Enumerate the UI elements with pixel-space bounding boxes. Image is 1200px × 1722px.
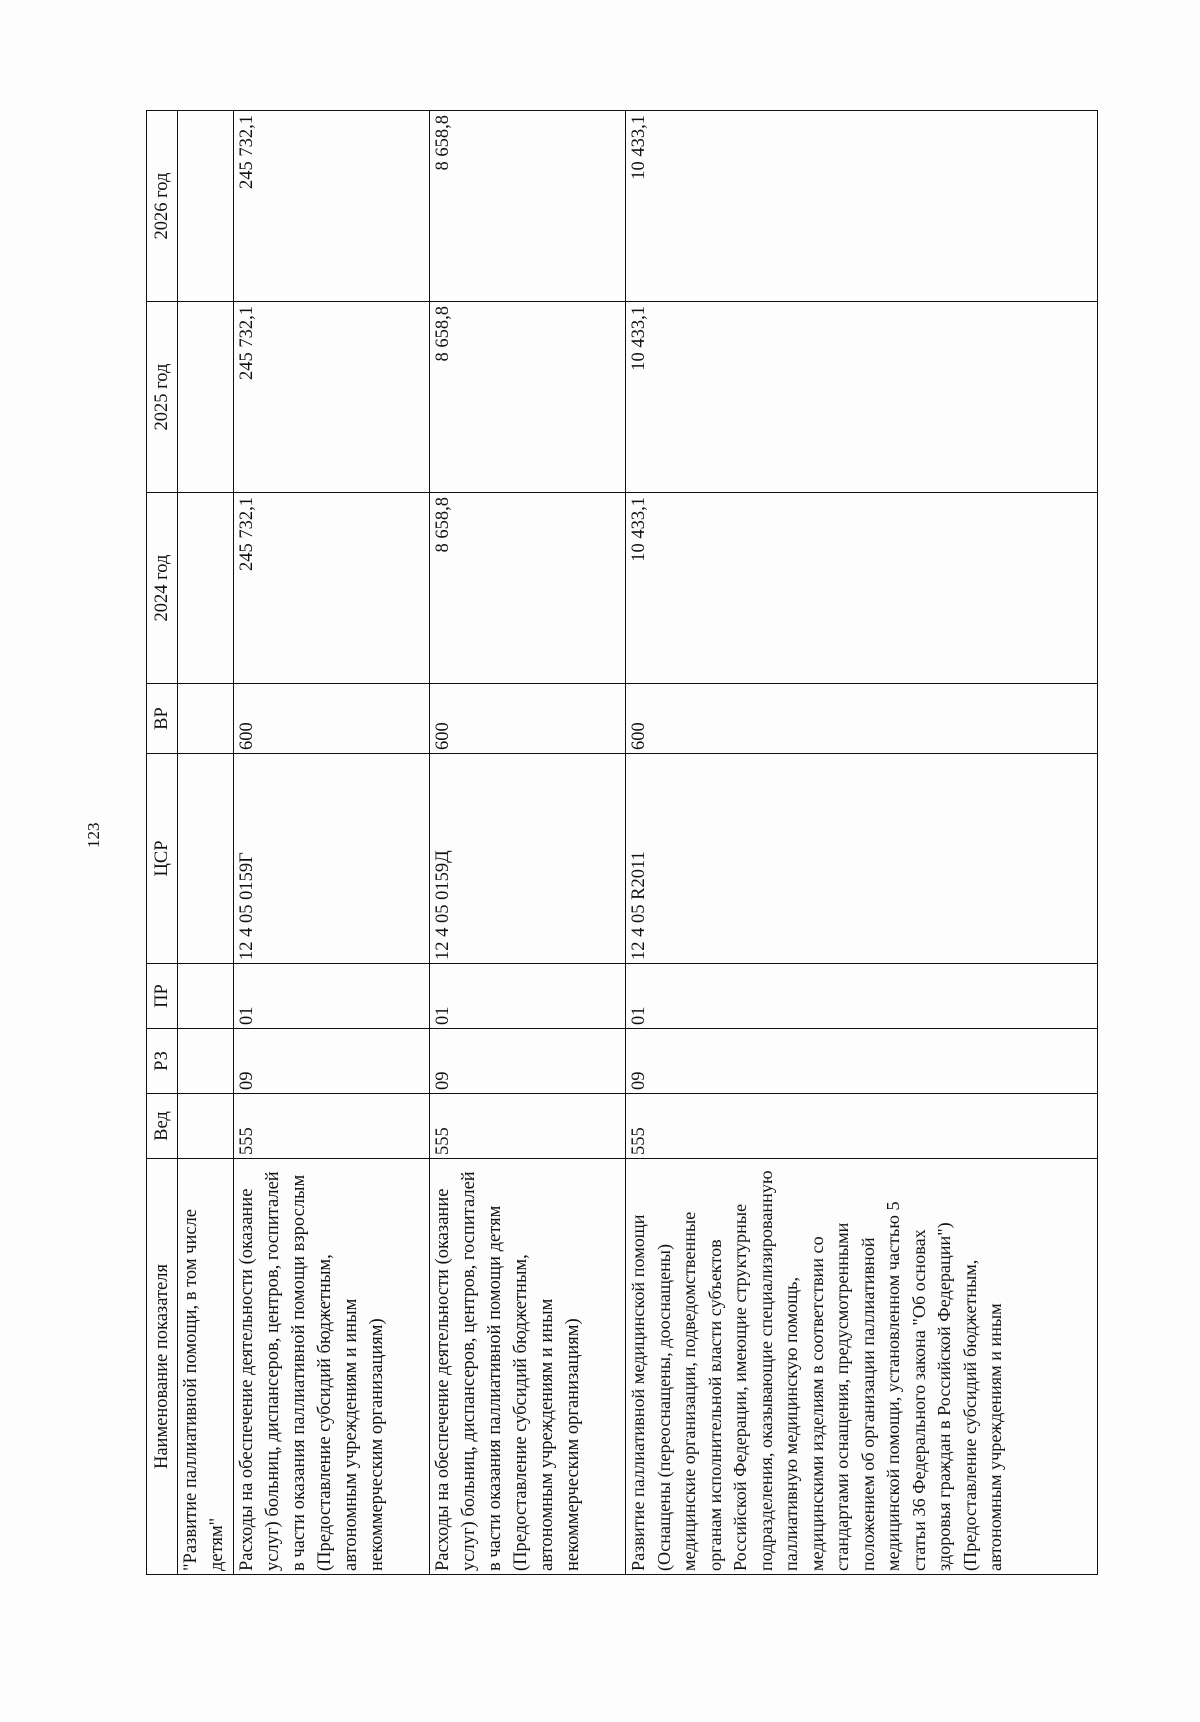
cell-2025: 10 433,1 [626, 302, 1098, 493]
cell-name: "Развитие паллиативной помощи, в том числе детям" [178, 1159, 234, 1575]
cell-vr [178, 684, 234, 754]
cell-vr: 600 [234, 684, 430, 754]
cell-vr: 600 [626, 684, 1098, 754]
cell-2026 [178, 111, 234, 302]
cell-2024: 10 433,1 [626, 493, 1098, 684]
column-header: 2025 год [147, 302, 178, 493]
cell-csr [178, 754, 234, 964]
cell-2025: 8 658,8 [430, 302, 626, 493]
budget-table [146, 110, 1098, 1575]
cell-name: Расходы на обеспечение деятельности (оказание услуг) больниц, диспансеров, центров, госпиталей в части оказания паллиативной помощи взрослым (Предоставление субсидий бюджетным, автономным учреждениям и иным некоммерческим организациям) [234, 1159, 430, 1575]
cell-2025 [178, 302, 234, 493]
column-header: ВР [147, 684, 178, 754]
cell-rz: 09 [430, 1029, 626, 1094]
cell-2026: 10 433,1 [626, 111, 1098, 302]
table-row [234, 111, 430, 1575]
cell-pr [178, 964, 234, 1029]
table-row [430, 111, 626, 1575]
page-number: 123 [84, 822, 103, 848]
cell-2024: 245 732,1 [234, 493, 430, 684]
cell-rz: 09 [234, 1029, 430, 1094]
cell-2024: 8 658,8 [430, 493, 626, 684]
cell-csr: 12 4 05 0159Г [234, 754, 430, 964]
column-header: Вед [147, 1094, 178, 1159]
column-header: Наименование показателя [147, 1159, 178, 1575]
table-row [626, 111, 1098, 1575]
cell-vr: 600 [430, 684, 626, 754]
cell-2025: 245 732,1 [234, 302, 430, 493]
column-header: ЦСР [147, 754, 178, 964]
cell-name: Развитие паллиативной медицинской помощи (Оснащены (переоснащены, дооснащены) медицинские организации, подведомственные органам исполнительной власти субъектов Российской Федерации, имеющие структурные подразделения, оказывающие специализированную паллиативную медицинскую помощь, медицинскими изделиям в соответствии со стандартами оснащения, предусмотренными положением об организации паллиативной медицинской помощи, установленном частью 5 статьи 36 Федерального закона "Об основах здоровья граждан в Российской Федерации") (Предоставление субсидий бюджетным, автономным учреждениям и иным [626, 1159, 1098, 1575]
cell-2026: 8 658,8 [430, 111, 626, 302]
cell-pr: 01 [430, 964, 626, 1029]
budget-table-container [146, 110, 1098, 1575]
cell-rz: 09 [626, 1029, 1098, 1094]
cell-ved: 555 [430, 1094, 626, 1159]
cell-ved: 555 [626, 1094, 1098, 1159]
cell-2024 [178, 493, 234, 684]
cell-name: Расходы на обеспечение деятельности (оказание услуг) больниц, диспансеров, центров, госпиталей в части оказания паллиативной помощи детям (Предоставление субсидий бюджетным, автономным учреждениям и иным некоммерческим организациям) [430, 1159, 626, 1575]
table-header-row [147, 111, 178, 1575]
cell-ved: 555 [234, 1094, 430, 1159]
cell-pr: 01 [234, 964, 430, 1029]
cell-csr: 12 4 05 0159Д [430, 754, 626, 964]
cell-ved [178, 1094, 234, 1159]
cell-csr: 12 4 05 R2011 [626, 754, 1098, 964]
cell-2026: 245 732,1 [234, 111, 430, 302]
column-header: 2024 год [147, 493, 178, 684]
column-header: РЗ [147, 1029, 178, 1094]
cell-rz [178, 1029, 234, 1094]
column-header: 2026 год [147, 111, 178, 302]
column-header: ПР [147, 964, 178, 1029]
cell-pr: 01 [626, 964, 1098, 1029]
table-row [178, 111, 234, 1575]
